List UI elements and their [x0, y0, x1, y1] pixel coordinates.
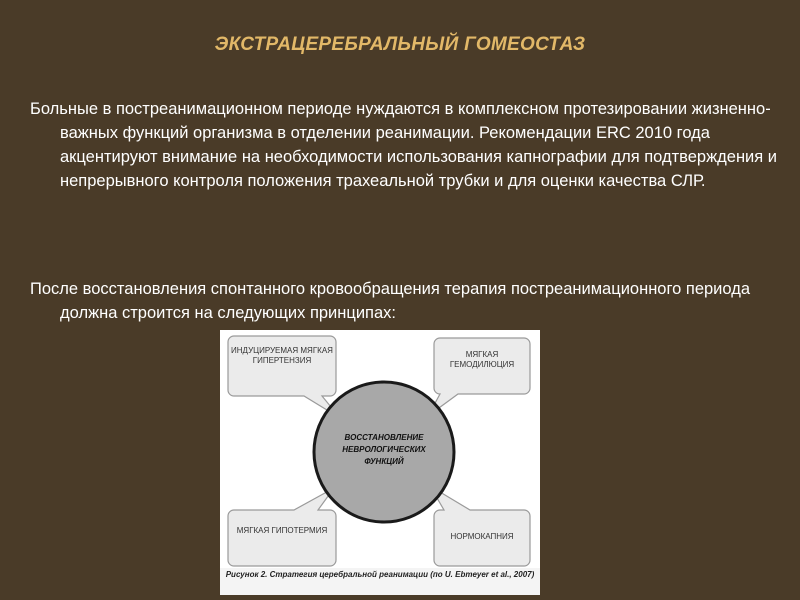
- cerebral-strategy-figure: [220, 330, 540, 595]
- paragraph-principles: После восстановления спонтанного кровообращения терапия постреанимационного периода должна строится на следующих принципах:: [30, 280, 751, 322]
- label-induced-hypertension: ИНДУЦИРУЕМАЯ МЯГКАЯ ГИПЕРТЕНЗИЯ: [231, 346, 333, 365]
- paragraph-erc: Больные в постреанимационном периоде нуждаются в комплексном протезировании жизненно-важных функций организма в отделении реанимации. Рекомендации ERC 2010 года акцентируют внимание на необходимости использования капнографии для подтверждения и непрерывного контроля положения трахеальной трубки и для оценки качества СЛР.: [30, 100, 778, 190]
- bubble-bottom-right: [430, 486, 530, 566]
- label-hypothermia: МЯГКАЯ ГИПОТЕРМИЯ: [236, 526, 328, 535]
- slide-title: ЭКСТРАЦЕРЕБРАЛЬНЫЙ ГОМЕОСТАЗ: [214, 34, 586, 55]
- label-center-neuro: ВОССТАНОВЛЕНИЕ НЕВРОЛОГИЧЕСКИХ ФУНКЦИЙ: [342, 433, 426, 466]
- label-normocapnia: НОРМОКАПНИЯ: [450, 532, 514, 541]
- label-hemodilution: МЯГКАЯ ГЕМОДИЛЮЦИЯ: [449, 350, 515, 369]
- figure-caption: Рисунок 2. Стратегия церебральной реанимации (по U. Ebmeyer et al., 2007): [225, 570, 535, 579]
